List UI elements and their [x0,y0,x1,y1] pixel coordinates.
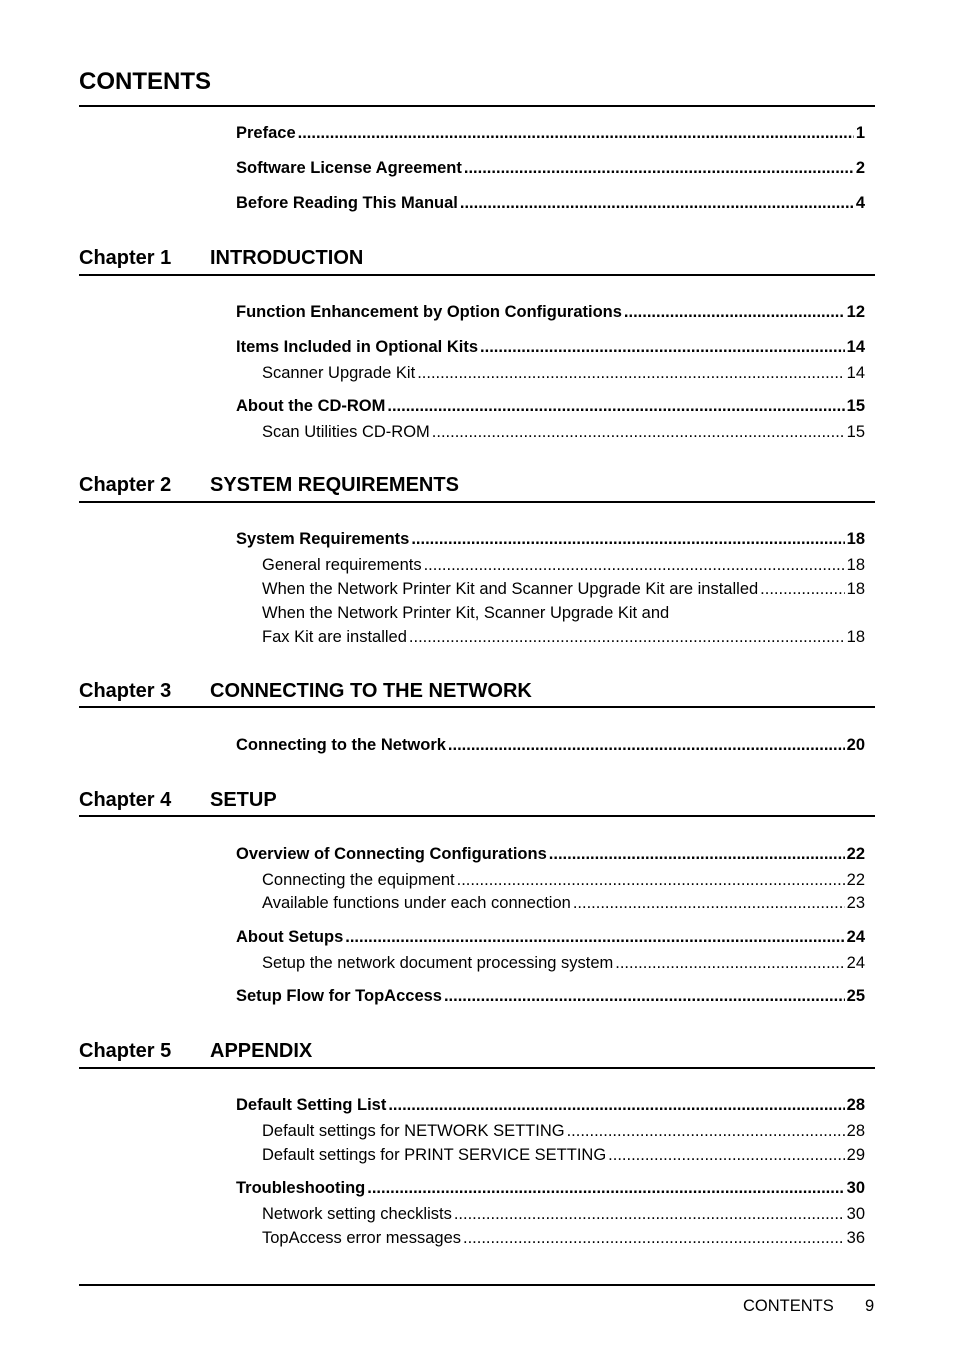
entry-page: 30 [846,1179,865,1197]
entry-page: 22 [846,845,865,863]
dot-leader [432,422,845,442]
toc-subentry[interactable] [262,893,865,913]
entry-title: About the CD-ROM [236,397,386,415]
toc-entry[interactable] [236,844,865,864]
entry-page: 23 [846,894,865,912]
chapter-heading[interactable] [79,245,363,271]
page-title: CONTENTS [79,68,211,95]
entry-page: 15 [846,397,865,415]
dot-leader [615,953,844,973]
dot-leader [367,1178,844,1198]
dot-leader [444,986,845,1006]
chapter-title: CONNECTING TO THE NETWORK [210,680,532,702]
entry-page: 24 [846,928,865,946]
dot-leader [448,735,845,755]
toc-entry[interactable] [236,1178,865,1198]
toc-subentry[interactable] [262,579,865,599]
entry-title: Software License Agreement [236,159,462,177]
chapter-heading[interactable] [79,472,459,498]
dot-leader [411,529,844,549]
toc-subentry[interactable] [262,627,865,647]
dot-leader [567,1121,845,1141]
chapter-number: Chapter 3 [79,680,172,702]
dot-leader [345,927,844,947]
toc-entry[interactable] [236,927,865,947]
entry-page: 15 [846,423,865,441]
chapter-heading[interactable] [79,1038,312,1064]
dot-leader [760,579,844,599]
entry-title: Scan Utilities CD-ROM [262,423,430,441]
toc-subentry[interactable] [262,1204,865,1224]
toc-subentry[interactable] [262,363,865,383]
footer-page-number: 9 [865,1297,875,1315]
toc-entry-software-license[interactable] [236,158,865,178]
toc-subentry-line1[interactable]: When the Network Printer Kit, Scanner Upgrade Kit and [262,604,670,622]
dot-leader [409,627,845,647]
entry-page: 28 [846,1122,865,1140]
entry-page: 4 [855,194,865,212]
toc-entry[interactable] [236,396,865,416]
toc-entry[interactable] [236,735,865,755]
entry-title: When the Network Printer Kit and Scanner Upgrade Kit are installed [262,580,759,598]
toc-subentry[interactable] [262,1121,865,1141]
toc-subentry[interactable] [262,555,865,575]
toc-subentry[interactable] [262,870,865,890]
chapter-number: Chapter 1 [79,247,172,269]
title-rule [79,105,875,107]
entry-title: Setup Flow for TopAccess [236,987,442,1005]
entry-page: 29 [846,1146,865,1164]
dot-leader [624,302,845,322]
toc-subentry[interactable] [262,1228,865,1248]
entry-page: 25 [846,987,865,1005]
chapter-rule [79,1067,875,1069]
entry-page: 20 [846,736,865,754]
dot-leader [457,870,845,890]
chapter-rule [79,706,875,708]
entry-page: 18 [846,628,865,646]
entry-title: Default settings for NETWORK SETTING [262,1122,565,1140]
entry-title: Before Reading This Manual [236,194,458,212]
entry-page: 12 [846,303,865,321]
entry-title: General requirements [262,556,422,574]
entry-page: 14 [846,338,865,356]
entry-page: 18 [846,530,865,548]
toc-entry[interactable] [236,529,865,549]
entry-title: Troubleshooting [236,1179,366,1197]
entry-page: 18 [846,556,865,574]
toc-subentry[interactable] [262,422,865,442]
entry-title: Function Enhancement by Option Configurations [236,303,622,321]
chapter-heading[interactable] [79,787,277,813]
dot-leader [424,555,845,575]
toc-entry[interactable] [236,1095,865,1115]
toc-subentry[interactable] [262,953,865,973]
entry-title: Network setting checklists [262,1205,452,1223]
dot-leader [608,1145,844,1165]
entry-title: Overview of Connecting Configurations [236,845,547,863]
entry-title: Connecting to the Network [236,736,446,754]
entry-page: 2 [855,159,865,177]
entry-title: Items Included in Optional Kits [236,338,479,356]
toc-entry[interactable] [236,337,865,357]
entry-title: Scanner Upgrade Kit [262,364,416,382]
chapter-rule [79,815,875,817]
entry-title: Available functions under each connection [262,894,571,912]
entry-title: Connecting the equipment [262,871,455,889]
chapter-number: Chapter 4 [79,789,172,811]
dot-leader [573,893,845,913]
chapter-number: Chapter 5 [79,1040,172,1062]
chapter-number: Chapter 2 [79,474,172,496]
entry-page: 24 [846,954,865,972]
entry-page: 14 [846,364,865,382]
dot-leader [460,193,854,213]
footer-section-label: CONTENTS [743,1297,834,1315]
chapter-title: INTRODUCTION [210,247,364,269]
footer-rule [79,1284,875,1286]
dot-leader [454,1204,845,1224]
toc-entry[interactable] [236,302,865,322]
toc-entry[interactable] [236,986,865,1006]
toc-subentry[interactable] [262,1145,865,1165]
chapter-heading[interactable] [79,678,532,704]
entry-page: 30 [846,1205,865,1223]
chapter-rule [79,274,875,276]
entry-title: Default Setting List [236,1096,387,1114]
entry-page: 18 [846,580,865,598]
entry-title: System Requirements [236,530,410,548]
toc-entry-before-reading[interactable] [236,193,865,213]
dot-leader [388,1095,844,1115]
entry-title: TopAccess error messages [262,1229,461,1247]
entry-title: Setup the network document processing system [262,954,614,972]
dot-leader [298,123,854,143]
entry-title: Preface [236,124,296,142]
entry-page: 1 [855,124,865,142]
chapter-rule [79,501,875,503]
dot-leader [549,844,845,864]
dot-leader [463,1228,845,1248]
dot-leader [417,363,844,383]
dot-leader [387,396,844,416]
dot-leader [480,337,845,357]
entry-page: 22 [846,871,865,889]
entry-page: 28 [846,1096,865,1114]
entry-title: Default settings for PRINT SERVICE SETTING [262,1146,607,1164]
chapter-title: SYSTEM REQUIREMENTS [210,474,459,496]
toc-entry-preface[interactable] [236,123,865,143]
chapter-title: APPENDIX [210,1040,313,1062]
entry-page: 36 [846,1229,865,1247]
entry-title: Fax Kit are installed [262,628,407,646]
entry-title: About Setups [236,928,344,946]
chapter-title: SETUP [210,789,277,811]
dot-leader [464,158,854,178]
